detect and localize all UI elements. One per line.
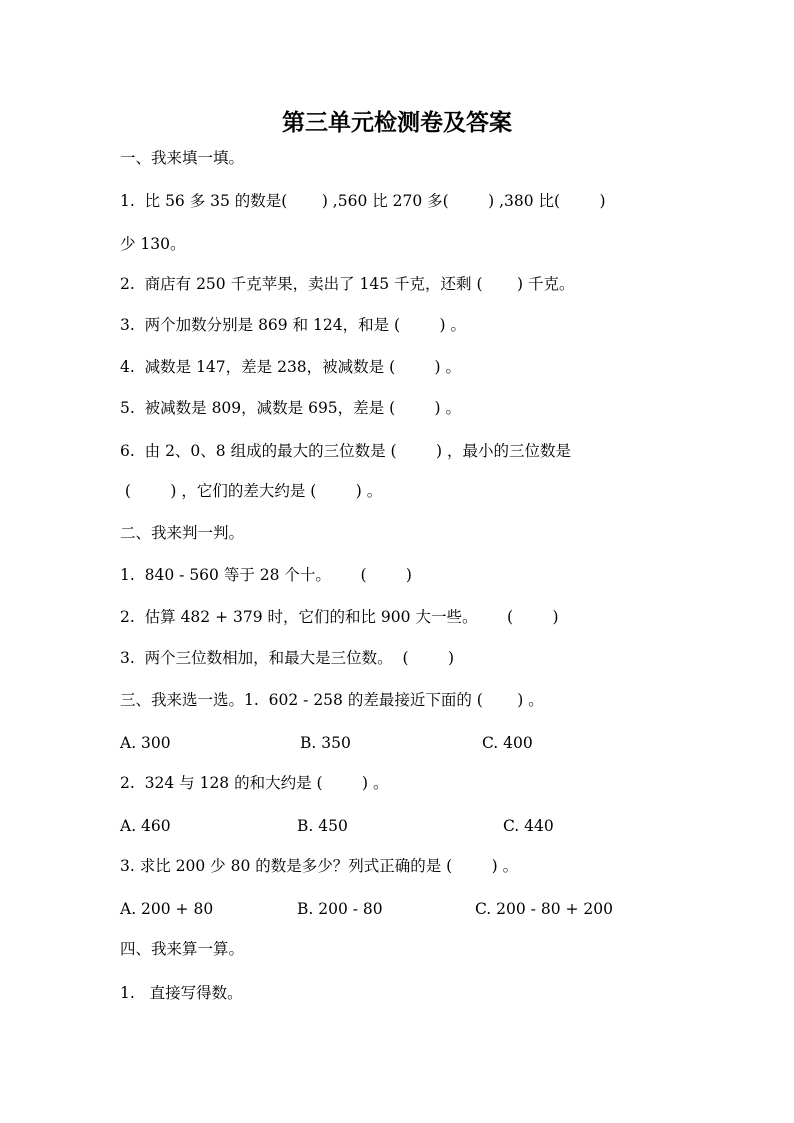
page-title: 第三单元检测卷及答案 <box>282 110 512 136</box>
question-3-2-option-a: A. 460 <box>120 817 171 835</box>
question-1-1-line-1: 1. 比 56 多 35 的数是( ) ,560 比 270 多( ) ,380 比( ) <box>120 192 606 210</box>
question-3-1-option-c: C. 400 <box>482 734 533 752</box>
question-3-2-option-c: C. 440 <box>503 817 554 835</box>
question-3-2: 2. 324 与 128 的和大约是 ( ) 。 <box>120 774 389 792</box>
question-4-1: 1. 直接写得数。 <box>120 984 243 1002</box>
question-3-1-option-b: B. 350 <box>300 734 351 752</box>
question-2-1: 1. 840 - 560 等于 28 个十。 ( ) <box>120 566 412 584</box>
section-3-heading-question-1: 三、我来选一选。1. 602 - 258 的差最接近下面的 ( ) 。 <box>120 691 544 709</box>
question-3-3: 3. 求比 200 少 80 的数是多少？列式正确的是 ( ) 。 <box>120 857 519 875</box>
question-2-3: 3. 两个三位数相加，和最大是三位数。 ( ) <box>120 649 455 667</box>
question-1-6-line-1: 6. 由 2、0、8 组成的最大的三位数是 ( ) ，最小的三位数是 <box>120 442 571 460</box>
section-1-heading: 一、我来填一填。 <box>120 149 245 167</box>
section-4-heading: 四、我来算一算。 <box>120 940 245 958</box>
question-2-2: 2. 估算 482 + 379 时，它们的和比 900 大一些。 ( ) <box>120 608 559 626</box>
question-1-5: 5. 被减数是 809，减数是 695，差是 ( ) 。 <box>120 399 462 417</box>
question-1-1-line-2: 少 130。 <box>120 235 186 253</box>
section-2-heading: 二、我来判一判。 <box>120 524 245 542</box>
question-3-1-option-a: A. 300 <box>120 734 171 752</box>
question-3-2-option-b: B. 450 <box>297 817 348 835</box>
question-1-2: 2. 商店有 250 千克苹果，卖出了 145 千克，还剩 ( ) 千克。 <box>120 275 575 293</box>
question-1-6-line-2: ( ) ，它们的差大约是 ( ) 。 <box>120 482 383 500</box>
question-3-3-option-b: B. 200 - 80 <box>297 900 383 918</box>
question-1-3: 3. 两个加数分别是 869 和 124，和是 ( ) 。 <box>120 316 466 334</box>
question-3-3-option-c: C. 200 - 80 + 200 <box>475 900 613 918</box>
question-3-3-option-a: A. 200 + 80 <box>120 900 214 918</box>
question-1-4: 4. 减数是 147，差是 238，被减数是 ( ) 。 <box>120 358 462 376</box>
